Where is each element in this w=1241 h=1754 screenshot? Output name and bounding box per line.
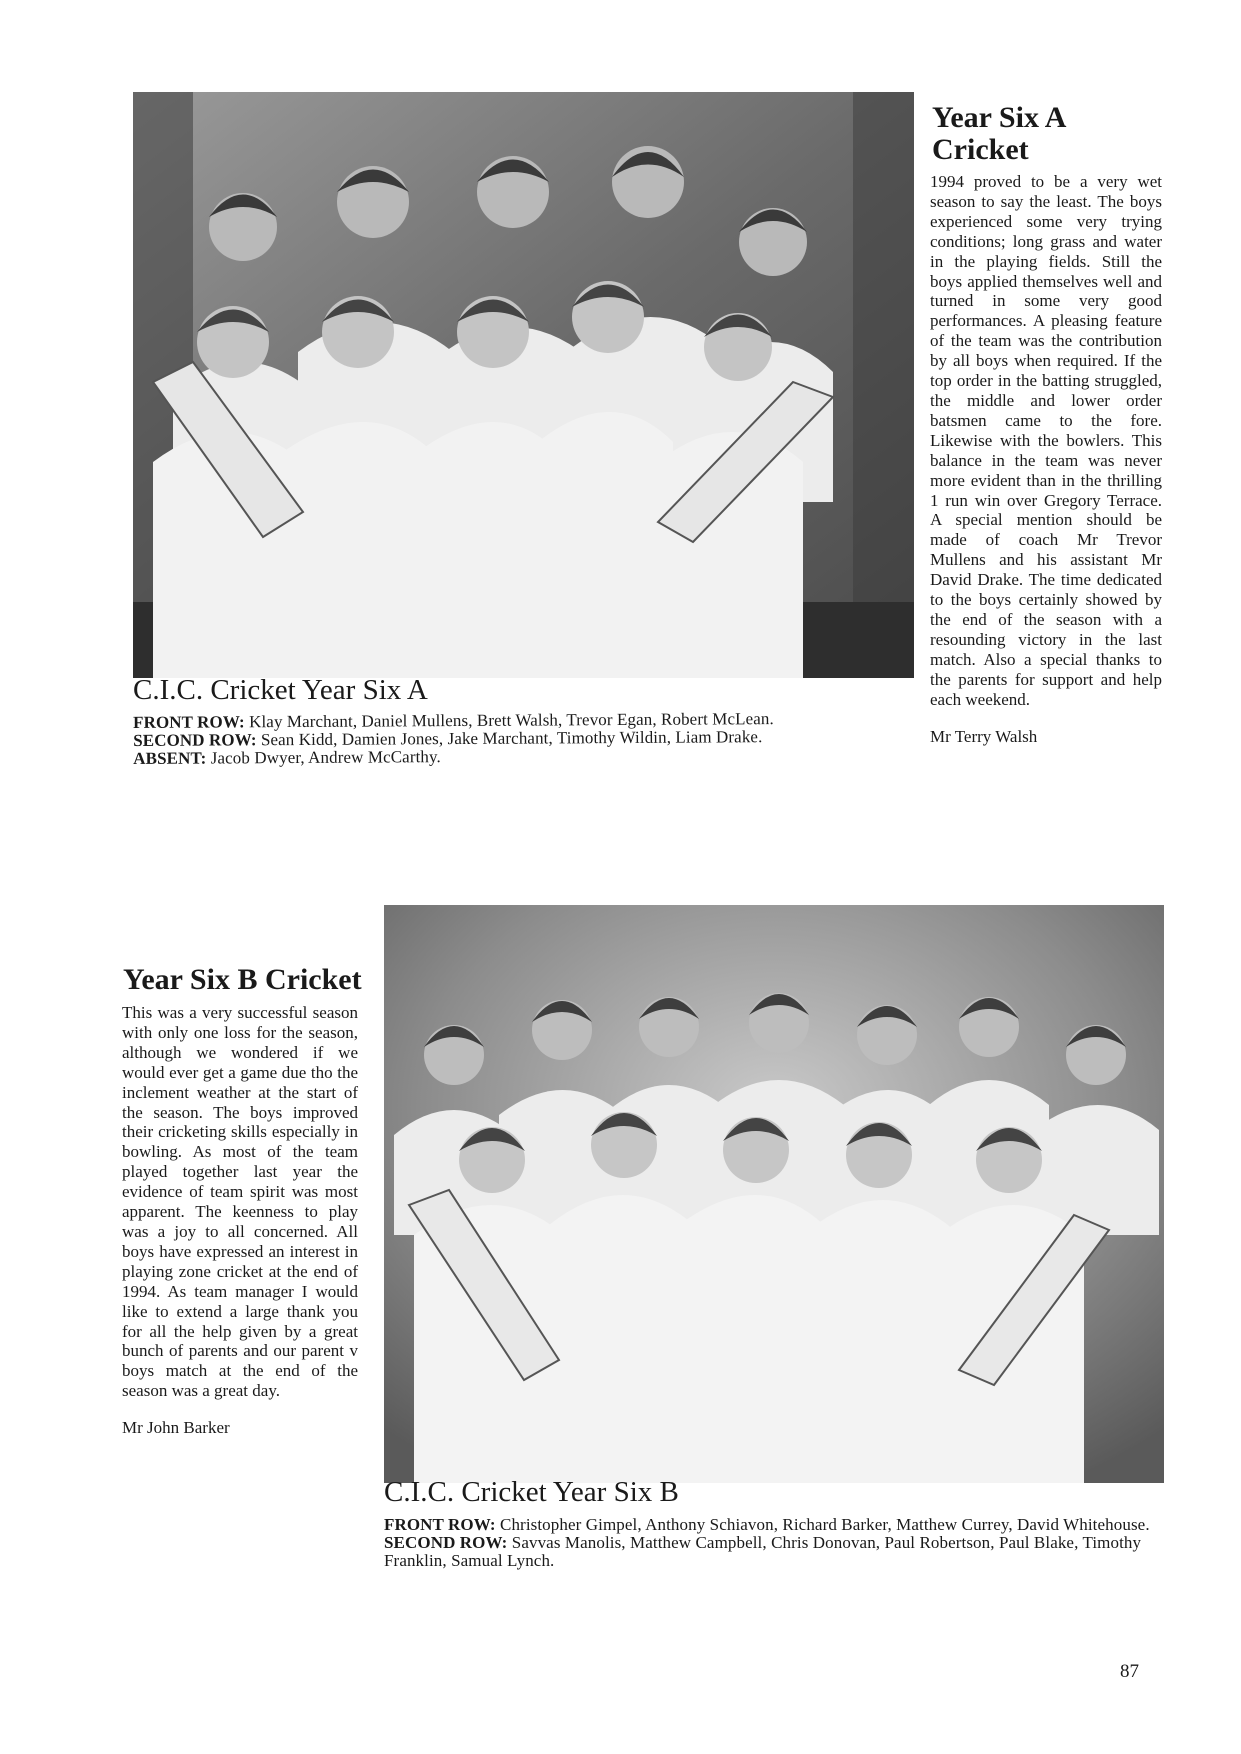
caption-label: ABSENT: (133, 748, 207, 768)
caption-rows-year-six-b (384, 1516, 1154, 1570)
caption-front-row (384, 1516, 1154, 1534)
caption-absent (133, 745, 893, 768)
team-photo-a-drawing (133, 92, 914, 678)
caption-names: Jacob Dwyer, Andrew McCarthy. (206, 747, 441, 768)
caption-names: Savvas Manolis, Matthew Campbell, Chris Donovan, Paul Robertson, Paul Blake, Timothy Franklin, Samual Lynch. (384, 1533, 1142, 1570)
caption-label: FRONT ROW: (132, 712, 245, 732)
caption-title-year-six-b: C.I.C. Cricket Year Six B (384, 1476, 679, 1508)
caption-names: Sean Kidd, Damien Jones, Jake Marchant, Timothy Wildin, Liam Drake. (256, 727, 763, 750)
caption-rows-year-six-a (133, 709, 893, 768)
caption-label: SECOND ROW: (133, 730, 257, 750)
article-author-year-six-a: Mr Terry Walsh (930, 727, 1038, 746)
caption-names: Klay Marchant, Daniel Mullens, Brett Walsh, Trevor Egan, Robert McLean. (244, 709, 774, 732)
team-photo-year-six-b (384, 905, 1164, 1483)
team-photo-b-drawing (384, 905, 1164, 1483)
article-heading-year-six-b: Year Six B Cricket (123, 963, 362, 996)
caption-label: SECOND ROW: (384, 1533, 508, 1552)
caption-label: FRONT ROW: (384, 1515, 496, 1534)
team-photo-year-six-a (133, 92, 914, 678)
article-heading-year-six-a: Year Six A Cricket (932, 101, 1065, 166)
page-number: 87 (1120, 1661, 1139, 1682)
caption-second-row (384, 1534, 1154, 1570)
article-body-year-six-b: This was a very successful season with only one loss for the season, although we wondered if we would ever get a game due tho the inclement weather at the start of the season. The boys improved their cricketing skills especially in bowling. As most of the team played together last year the evidence of team spirit was most apparent. The keenness to play was a joy to all concerned. All boys have expressed an interest in playing zone cricket at the end of 1994. As team manager I would like to extend a large thank you for all the help given by a great bunch of parents and our parent v boys match at the end of the season was a great day. (122, 1003, 358, 1401)
caption-title-year-six-a: C.I.C. Cricket Year Six A (133, 674, 428, 706)
article-body-year-six-a: 1994 proved to be a very wet season to say the least. The boys experienced some very trying conditions; long grass and water in the playing fields. Still the boys applied themselves well and turned in some very good performances. A pleasing feature of the team was the contribution by all boys when required. If the top order in the batting struggled, the middle and lower order batsmen came to the fore. Likewise with the bowlers. This balance in the team was never more evident than in the thrilling 1 run win over Gregory Terrace. A special mention should be made of coach Mr Trevor Mullens and his assistant Mr David Drake. The time dedicated to the boys certainly showed by the end of the season with a resounding victory in the last match. Also a special thanks to the parents for support and help each weekend. (930, 172, 1162, 709)
caption-names: Christopher Gimpel, Anthony Schiavon, Richard Barker, Matthew Currey, David Whitehouse. (495, 1515, 1150, 1534)
article-author-year-six-b: Mr John Barker (122, 1418, 230, 1437)
